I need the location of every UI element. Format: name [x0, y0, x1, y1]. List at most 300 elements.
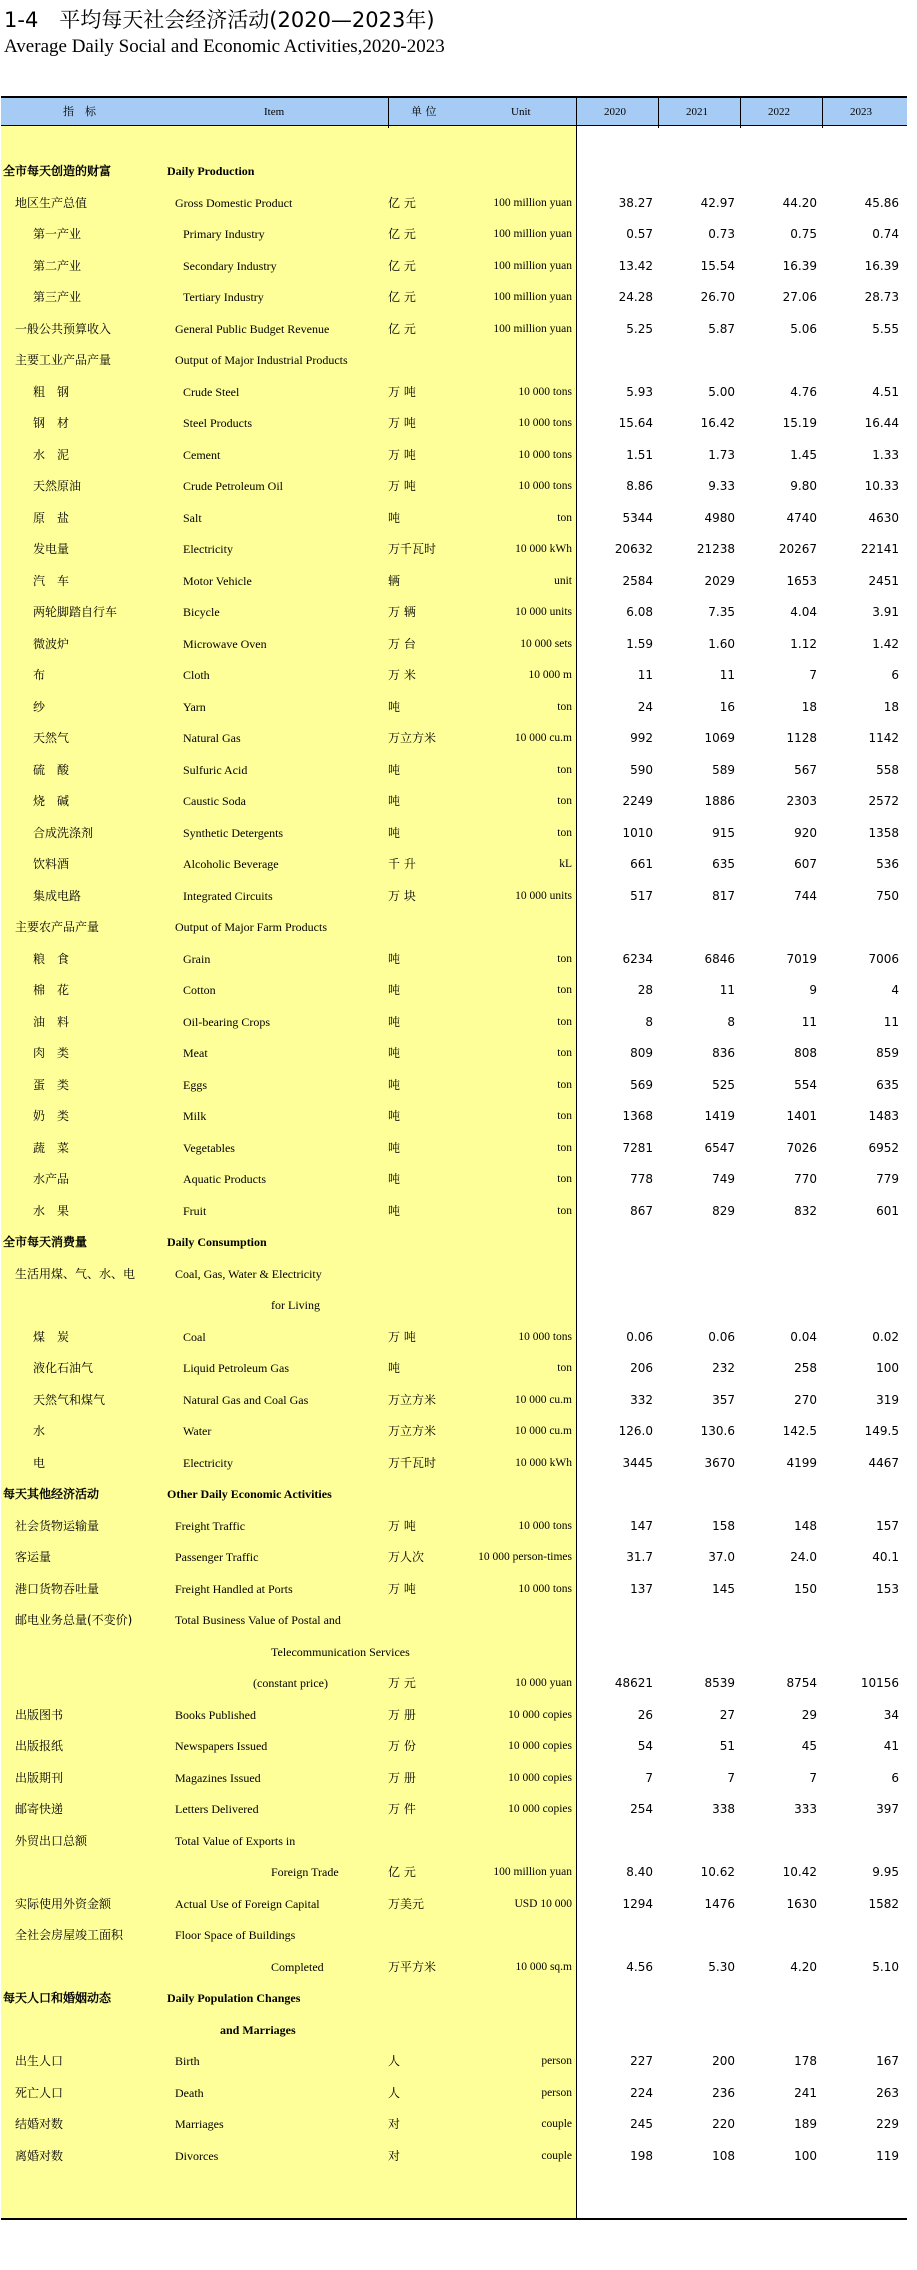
row-unit-en: ton: [557, 511, 572, 524]
row-value-2023: 28.73: [864, 290, 899, 304]
row-value-2021: 42.97: [700, 195, 735, 210]
row-value-2022: 607: [794, 857, 817, 871]
row-unit-en: 10 000 copies: [508, 1740, 572, 1752]
table-row: [1, 1038, 907, 1070]
row-unit-en: ton: [557, 1078, 572, 1091]
row-label-cn: 客运量: [15, 1550, 52, 1564]
row-value-2021: 8539: [704, 1676, 735, 1690]
row-unit-cn: 万 块: [388, 888, 416, 903]
row-label-en: Telecommunication Services: [271, 1644, 410, 1659]
row-value-2023: 319: [876, 1392, 899, 1407]
row-unit-en: 10 000 tons: [518, 417, 572, 429]
row-value-2023: 1.42: [872, 636, 899, 651]
row-label-en: Tertiary Industry: [183, 290, 264, 304]
row-unit-cn: 吨: [388, 794, 401, 808]
row-unit-cn: 万立方米: [388, 1424, 437, 1438]
table-row: [1, 1101, 907, 1133]
row-label-en: Marriages: [175, 2117, 224, 2131]
row-label-en: Total Business Value of Postal and: [175, 1613, 341, 1627]
row-value-2021: 749: [712, 1172, 735, 1186]
row-label-en: Other Daily Economic Activities: [167, 1487, 332, 1501]
row-label-cn: 第一产业: [33, 227, 82, 241]
table-row: [1, 534, 907, 566]
row-label-en: Newspapers Issued: [175, 1739, 268, 1753]
row-value-2023: 22141: [860, 542, 899, 556]
row-label-cn: 纱: [33, 699, 46, 714]
row-value-2020: 198: [630, 2148, 653, 2163]
row-value-2021: 0.73: [708, 227, 735, 241]
table-row: [1, 282, 907, 314]
row-unit-cn: 万立方米: [388, 1392, 437, 1407]
row-unit-en: 10 000 cu.m: [514, 1393, 572, 1406]
header-divider: [388, 98, 389, 128]
row-label-cn: 主要工业产品产量: [15, 353, 112, 367]
row-label-cn: 邮电业务总量(不变价): [15, 1613, 133, 1627]
table-row: [1, 660, 907, 692]
table-row: [1, 1353, 907, 1385]
row-unit-en: ton: [557, 1173, 572, 1185]
table-row: [1, 723, 907, 755]
table-row: [1, 1448, 907, 1480]
row-value-2021: 7: [727, 1770, 735, 1785]
row-unit-en: 10 000 cu.m: [514, 1425, 572, 1437]
row-unit-cn: 对: [388, 2148, 401, 2163]
row-unit-cn: 吨: [388, 1109, 401, 1123]
table-row: [1, 471, 907, 503]
table-row: [1, 1259, 907, 1291]
table-row: [1, 1826, 907, 1858]
row-value-2020: 2249: [622, 794, 653, 808]
row-value-2020: 1368: [622, 1109, 653, 1123]
row-value-2023: 9.95: [872, 1865, 899, 1879]
row-value-2020: 11: [637, 668, 653, 682]
row-unit-cn: 吨: [388, 1046, 401, 1060]
row-label-en: Natural Gas: [183, 731, 241, 745]
row-unit-en: 10 000 sq.m: [515, 1960, 572, 1973]
table-row: [1, 2141, 907, 2173]
row-unit-cn: 亿 元: [388, 227, 416, 241]
row-value-2023: 41: [883, 1739, 899, 1753]
row-unit-en: 10 000 cu.m: [514, 732, 572, 744]
row-value-2022: 1653: [786, 573, 817, 588]
row-unit-en: ton: [557, 763, 572, 776]
table-row: [1, 1290, 907, 1322]
row-label-cn: 主要农产品产量: [15, 920, 100, 934]
table-bottom-rule: [1, 2218, 907, 2220]
row-unit-cn: 吨: [388, 699, 401, 714]
row-label-en: Gross Domestic Product: [175, 195, 293, 210]
row-unit-cn: 吨: [388, 1172, 401, 1186]
row-value-2021: 26.70: [700, 290, 735, 304]
row-unit-cn: 吨: [388, 1361, 401, 1375]
table-row: [1, 1605, 907, 1637]
header-divider: [658, 98, 659, 128]
row-label-cn: 出版报纸: [15, 1739, 64, 1753]
table-row: [1, 1007, 907, 1039]
table-row: [1, 440, 907, 472]
row-label-cn: 生活用煤、气、水、电: [15, 1266, 136, 1281]
row-value-2022: 7019: [786, 951, 817, 966]
row-label-en: Bicycle: [183, 605, 220, 619]
row-label-en: Magazines Issued: [175, 1770, 261, 1785]
header-year-2021: 2021: [686, 106, 708, 118]
table-row: [1, 597, 907, 629]
table-body: [1, 156, 907, 2172]
header-year-2023: 2023: [850, 106, 872, 118]
row-value-2022: 29: [801, 1707, 817, 1722]
row-unit-cn: 亿 元: [388, 195, 416, 210]
row-value-2021: 2029: [704, 573, 735, 588]
row-value-2022: 1630: [786, 1896, 817, 1911]
row-value-2022: 15.19: [782, 416, 817, 430]
table-row: [1, 377, 907, 409]
row-label-cn: 第三产业: [33, 290, 82, 304]
row-value-2022: 20267: [778, 542, 817, 556]
table-row: [1, 1920, 907, 1952]
row-unit-cn: 人: [388, 2085, 401, 2100]
row-label-en: Divorces: [175, 2148, 219, 2163]
row-label-en: Liquid Petroleum Gas: [183, 1361, 289, 1375]
row-label-en: Foreign Trade: [271, 1865, 339, 1879]
row-value-2022: 567: [794, 762, 817, 777]
row-value-2023: 1358: [868, 825, 899, 840]
row-value-2022: 0.04: [790, 1329, 817, 1344]
row-label-en: Salt: [183, 510, 202, 525]
row-value-2023: 10156: [860, 1676, 899, 1690]
row-label-cn: 社会货物运输量: [15, 1518, 100, 1533]
row-value-2021: 11: [719, 668, 735, 682]
row-value-2020: 48621: [614, 1676, 653, 1690]
table-row: [1, 1416, 907, 1448]
row-value-2020: 147: [630, 1518, 653, 1533]
row-value-2022: 16.39: [782, 258, 817, 273]
row-unit-cn: 吨: [388, 825, 401, 840]
row-value-2021: 817: [712, 888, 735, 903]
row-value-2021: 1.73: [708, 447, 735, 462]
table-row: [1, 692, 907, 724]
row-unit-cn: 亿 元: [388, 1865, 416, 1879]
row-value-2022: 11: [801, 1014, 817, 1029]
row-value-2023: 6: [891, 1770, 899, 1785]
row-value-2022: 5.06: [790, 321, 817, 336]
table-row: [1, 2046, 907, 2078]
row-value-2021: 829: [712, 1203, 735, 1218]
row-unit-en: 10 000 copies: [508, 1771, 572, 1784]
header-indicator: 指 标: [63, 105, 96, 118]
row-label-cn: 水产品: [33, 1172, 70, 1186]
row-label-cn: 出版图书: [15, 1707, 64, 1722]
row-value-2020: 24.28: [618, 290, 653, 304]
row-value-2020: 7: [645, 1770, 653, 1785]
row-label-cn: 结婚对数: [15, 2117, 64, 2131]
row-value-2022: 24.0: [790, 1550, 817, 1564]
row-label-cn: 一般公共预算收入: [15, 321, 112, 336]
row-value-2020: 6234: [622, 951, 653, 966]
table-row: [1, 408, 907, 440]
row-value-2021: 6846: [704, 951, 735, 966]
row-value-2022: 0.75: [790, 227, 817, 241]
row-label-cn: 水 泥: [33, 447, 70, 462]
row-label-en: Vegetables: [183, 1140, 235, 1155]
row-label-cn: 汽 车: [33, 573, 70, 588]
row-label-cn: 合成洗涤剂: [33, 825, 94, 840]
row-unit-en: ton: [557, 826, 572, 839]
row-unit-cn: 亿 元: [388, 321, 416, 336]
row-unit-cn: 万人次: [388, 1550, 425, 1564]
row-unit-en: 10 000 copies: [508, 1803, 572, 1815]
row-value-2023: 229: [876, 2117, 899, 2131]
table-row: [1, 629, 907, 661]
table-row: [1, 912, 907, 944]
row-label-en: Death: [175, 2085, 204, 2100]
row-label-cn: 天然气: [33, 731, 70, 745]
row-unit-en: 10 000 kWh: [515, 1456, 572, 1469]
row-value-2020: 254: [630, 1802, 653, 1816]
row-value-2022: 10.42: [782, 1865, 817, 1879]
row-unit-en: 10 000 kWh: [515, 543, 572, 555]
table-row: [1, 251, 907, 283]
row-label-cn: 两轮脚踏自行车: [33, 605, 118, 619]
header-divider: [740, 98, 741, 128]
row-unit-en: 10 000 m: [528, 669, 572, 681]
row-label-cn: 钢 材: [33, 416, 70, 430]
row-label-en: Synthetic Detergents: [183, 825, 284, 840]
row-label-cn: 出生人口: [15, 2054, 64, 2068]
row-value-2021: 338: [712, 1802, 735, 1816]
row-label-en: Caustic Soda: [183, 794, 246, 808]
table-row: [1, 2078, 907, 2110]
row-unit-en: 100 million yuan: [493, 259, 572, 272]
row-value-2021: 21238: [696, 542, 735, 556]
table-row: [1, 1668, 907, 1700]
row-value-2020: 137: [630, 1581, 653, 1596]
row-label-en: Alcoholic Beverage: [183, 857, 279, 871]
row-value-2023: 4630: [868, 510, 899, 525]
row-label-cn: 港口货物吞吐量: [15, 1581, 100, 1596]
row-unit-cn: 万 册: [388, 1770, 416, 1785]
row-unit-en: ton: [557, 984, 572, 996]
row-value-2021: 635: [712, 857, 735, 871]
row-unit-en: 10 000 tons: [518, 448, 572, 461]
row-label-cn: 全市每天消费量: [3, 1235, 88, 1249]
row-value-2021: 915: [712, 825, 735, 840]
table-row: [1, 1227, 907, 1259]
header-unit-cn: 单 位: [411, 105, 437, 118]
row-label-en: Integrated Circuits: [183, 888, 273, 903]
row-unit-en: 100 million yuan: [493, 1866, 572, 1878]
row-unit-en: ton: [557, 1110, 572, 1122]
row-label-cn: 全社会房屋竣工面积: [15, 1928, 124, 1942]
row-value-2022: 770: [794, 1172, 817, 1186]
row-unit-en: USD 10 000: [514, 1897, 572, 1910]
row-unit-cn: 万 吨: [388, 479, 416, 493]
row-value-2021: 5.30: [708, 1959, 735, 1974]
row-label-en: Completed: [271, 1959, 324, 1974]
row-value-2020: 569: [630, 1077, 653, 1092]
row-label-cn: 第二产业: [33, 258, 82, 273]
row-value-2022: 270: [794, 1392, 817, 1407]
row-value-2020: 4.56: [626, 1959, 653, 1974]
row-label-cn: 粮 食: [33, 951, 70, 966]
row-unit-cn: 万 份: [388, 1739, 416, 1753]
page-title-en: Average Daily Social and Economic Activities,2020-2023: [4, 36, 445, 57]
row-label-en: Actual Use of Foreign Capital: [175, 1896, 320, 1911]
row-value-2023: 779: [876, 1172, 899, 1186]
row-unit-en: 10 000 copies: [508, 1708, 572, 1721]
row-label-en: Crude Steel: [183, 384, 240, 399]
row-label-cn: 饮料酒: [33, 857, 70, 871]
row-value-2023: 45.86: [864, 195, 899, 210]
row-unit-cn: 亿 元: [388, 258, 416, 273]
row-value-2020: 8.86: [626, 479, 653, 493]
row-value-2022: 189: [794, 2117, 817, 2131]
row-value-2020: 6.08: [626, 605, 653, 619]
row-label-en: Steel Products: [183, 416, 252, 430]
row-label-en: Aquatic Products: [183, 1172, 266, 1186]
row-value-2021: 15.54: [700, 258, 735, 273]
row-value-2023: 263: [876, 2085, 899, 2100]
row-unit-cn: 万 吨: [388, 447, 416, 462]
row-value-2022: 1.12: [790, 636, 817, 651]
row-unit-cn: 亿 元: [388, 290, 416, 304]
row-label-en: Output of Major Industrial Products: [175, 353, 348, 367]
row-value-2022: 4.76: [790, 384, 817, 399]
row-unit-cn: 人: [388, 2054, 401, 2068]
row-value-2022: 178: [794, 2054, 817, 2068]
row-value-2021: 16: [719, 699, 735, 714]
row-label-en: Output of Major Farm Products: [175, 920, 327, 934]
row-label-en: Primary Industry: [183, 227, 265, 241]
row-value-2021: 7.35: [708, 605, 735, 619]
row-label-cn: 每天人口和婚姻动态: [3, 1991, 112, 2005]
row-unit-cn: 万千瓦时: [388, 542, 437, 556]
row-unit-cn: 万 吨: [388, 1518, 416, 1533]
row-label-cn: 天然气和煤气: [33, 1392, 106, 1407]
row-value-2022: 27.06: [782, 290, 817, 304]
row-value-2022: 4.20: [790, 1959, 817, 1974]
row-value-2020: 5344: [622, 510, 653, 525]
table-row: [1, 1700, 907, 1732]
table-row: [1, 881, 907, 913]
row-value-2022: 1128: [786, 731, 817, 745]
row-value-2020: 8: [645, 1014, 653, 1029]
table-row: [1, 1983, 907, 2015]
table-row: [1, 1133, 907, 1165]
row-value-2023: 7006: [868, 951, 899, 966]
row-value-2023: 4: [891, 983, 899, 997]
row-value-2023: 149.5: [864, 1424, 899, 1438]
row-value-2020: 867: [630, 1203, 653, 1218]
row-value-2023: 6: [891, 668, 899, 682]
header-item: Item: [264, 106, 285, 118]
row-value-2021: 5.00: [708, 384, 735, 399]
row-label-cn: 离婚对数: [15, 2148, 64, 2163]
header-year-2022: 2022: [768, 106, 790, 118]
table-row: [1, 1952, 907, 1984]
row-value-2023: 5.55: [872, 321, 899, 336]
table-row: [1, 1637, 907, 1669]
row-unit-cn: 万 吨: [388, 416, 416, 430]
row-value-2023: 40.1: [872, 1550, 899, 1564]
row-value-2023: 536: [876, 857, 899, 871]
table-row: [1, 1794, 907, 1826]
row-value-2022: 8754: [786, 1676, 817, 1690]
row-value-2020: 332: [630, 1392, 653, 1407]
row-value-2020: 15.64: [618, 416, 653, 430]
row-label-cn: 粗 钢: [33, 384, 70, 399]
row-label-en: Birth: [175, 2054, 200, 2068]
row-value-2022: 258: [794, 1361, 817, 1375]
row-value-2020: 31.7: [626, 1550, 653, 1564]
row-value-2021: 1886: [704, 794, 735, 808]
row-unit-en: ton: [557, 1141, 572, 1154]
data-table: [1, 96, 907, 2220]
row-unit-en: 10 000 tons: [518, 385, 572, 398]
row-value-2020: 0.57: [626, 227, 653, 241]
row-unit-en: 10 000 yuan: [515, 1677, 572, 1689]
row-unit-cn: 万立方米: [388, 731, 437, 745]
row-label-cn: 液化石油气: [33, 1361, 94, 1375]
row-value-2023: 10.33: [864, 479, 899, 493]
row-unit-cn: 吨: [388, 1077, 401, 1092]
row-value-2021: 1476: [704, 1896, 735, 1911]
table-row: [1, 1763, 907, 1795]
row-value-2021: 8: [727, 1014, 735, 1029]
row-label-en: Yarn: [183, 699, 206, 714]
row-label-cn: 外贸出口总额: [15, 1833, 88, 1848]
row-value-2023: 167: [876, 2054, 899, 2068]
row-unit-en: 10 000 tons: [518, 480, 572, 492]
row-value-2021: 16.42: [700, 416, 735, 430]
row-value-2022: 44.20: [782, 195, 817, 210]
row-value-2021: 3670: [704, 1455, 735, 1470]
row-value-2020: 245: [630, 2117, 653, 2131]
row-value-2023: 0.02: [872, 1329, 899, 1344]
row-unit-en: unit: [554, 574, 572, 587]
table-row: [1, 2015, 907, 2047]
table-row: [1, 314, 907, 346]
row-label-en: Cloth: [183, 668, 210, 682]
row-value-2020: 661: [630, 857, 653, 871]
row-label-cn: 蔬 菜: [33, 1140, 70, 1155]
row-label-cn: 水: [33, 1424, 46, 1438]
row-label-en: for Living: [271, 1298, 320, 1312]
row-label-en: Microwave Oven: [183, 636, 267, 651]
row-unit-en: person: [541, 2055, 572, 2067]
row-value-2020: 38.27: [618, 195, 653, 210]
row-unit-cn: 万 吨: [388, 1581, 416, 1596]
row-unit-en: 100 million yuan: [493, 196, 572, 209]
row-value-2020: 1.51: [626, 447, 653, 462]
row-value-2023: 100: [876, 1361, 899, 1375]
row-unit-cn: 万 吨: [388, 1329, 416, 1344]
row-label-en: Fruit: [183, 1203, 207, 1218]
row-value-2020: 1294: [622, 1896, 653, 1911]
row-unit-cn: 吨: [388, 983, 401, 997]
row-label-en: Daily Population Changes: [167, 1991, 301, 2005]
row-value-2022: 241: [794, 2085, 817, 2100]
row-value-2022: 4740: [786, 510, 817, 525]
row-value-2020: 54: [637, 1739, 653, 1753]
row-label-en: Cement: [183, 447, 221, 462]
row-unit-cn: 吨: [388, 762, 401, 777]
row-value-2020: 13.42: [618, 258, 653, 273]
row-value-2021: 6547: [704, 1140, 735, 1155]
page-title-cn: 1-4 平均每天社会经济活动(2020—2023年): [4, 8, 435, 32]
row-label-en: Grain: [183, 951, 211, 966]
row-value-2020: 126.0: [618, 1424, 653, 1438]
row-label-cn: 地区生产总值: [15, 195, 88, 210]
